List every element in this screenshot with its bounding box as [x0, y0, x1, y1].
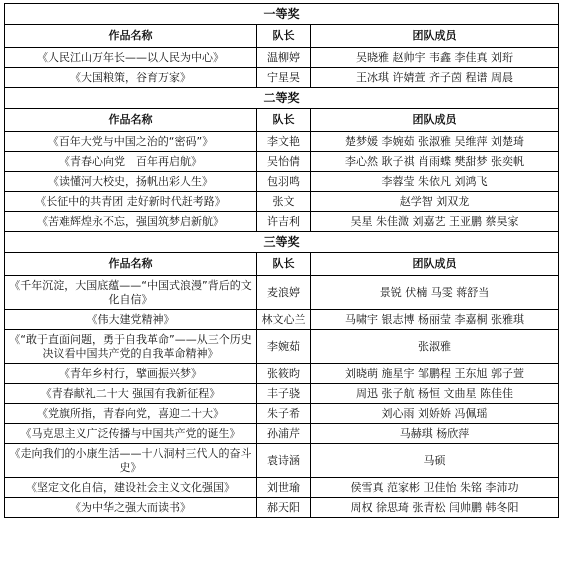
table-row [5, 364, 559, 384]
section-title: 三等奖 [5, 232, 559, 253]
team-leader: 李婉茹 [257, 330, 311, 364]
table-row [5, 212, 559, 232]
work-title: 《走向我们的小康生活——十八洞村三代人的奋斗史》 [5, 444, 257, 478]
work-title: 《苦难辉煌永不忘，强国筑梦启新航》 [5, 212, 257, 232]
table-row [5, 68, 559, 88]
team-members: 吴星 朱佳溦 刘嘉艺 王亚鹏 蔡昊家 [311, 212, 559, 232]
column-header-work: 作品名称 [5, 109, 257, 132]
team-leader: 宁星昊 [257, 68, 311, 88]
team-members: 马硕 [311, 444, 559, 478]
team-members: 景锐 伏楠 马雯 蒋舒当 [311, 276, 559, 310]
table-row [5, 498, 559, 518]
work-title: 《千年沉淀，大国底蕴——“中国式浪漫”背后的文化自信》 [5, 276, 257, 310]
table-row [5, 404, 559, 424]
team-members: 吴晓雅 赵帅宇 韦鑫 李佳真 刘珩 [311, 48, 559, 68]
team-leader: 许吉利 [257, 212, 311, 232]
team-leader: 孙浦芹 [257, 424, 311, 444]
team-leader: 朱子希 [257, 404, 311, 424]
team-members: 侯雪真 范家彬 卫佳怡 朱铭 李沛功 [311, 478, 559, 498]
team-members: 周迅 张子航 杨恒 文曲星 陈佳佳 [311, 384, 559, 404]
column-header-work: 作品名称 [5, 253, 257, 276]
team-members: 赵学智 刘双龙 [311, 192, 559, 212]
work-title: 《党旗所指，青春向党，喜迎二十大》 [5, 404, 257, 424]
work-title: 《伟大建党精神》 [5, 310, 257, 330]
team-members: 周权 徐思琦 张青松 闫帅鹏 韩冬阳 [311, 498, 559, 518]
column-header-row [5, 25, 559, 48]
team-leader: 温柳婷 [257, 48, 311, 68]
team-members: 刘心雨 刘娇娇 冯佩瑶 [311, 404, 559, 424]
table-row [5, 172, 559, 192]
work-title: 《长征中的共青团 走好新时代赶考路》 [5, 192, 257, 212]
team-members: 马赫琪 杨欣萍 [311, 424, 559, 444]
team-leader: 袁诗涵 [257, 444, 311, 478]
column-header-row [5, 253, 559, 276]
section-title: 一等奖 [5, 4, 559, 25]
table-row [5, 478, 559, 498]
table-row [5, 48, 559, 68]
work-title: 《马克思主义广泛传播与中国共产党的诞生》 [5, 424, 257, 444]
section-title: 二等奖 [5, 88, 559, 109]
column-header-leader: 队长 [257, 109, 311, 132]
work-title: 《“敢于直面问题，勇于自我革命”——从三个历史决议看中国共产党的自我革命精神》 [5, 330, 257, 364]
column-header-members: 团队成员 [311, 109, 559, 132]
section-header-first-prize [5, 4, 559, 25]
team-members: 楚梦媛 李婉茹 张淑雅 吴维萍 刘楚琦 [311, 132, 559, 152]
team-leader: 刘世瑜 [257, 478, 311, 498]
table-row [5, 276, 559, 310]
work-title: 《青春心向党 百年再启航》 [5, 152, 257, 172]
awards-table [4, 3, 559, 518]
column-header-members: 团队成员 [311, 25, 559, 48]
team-members: 马啸宇 银志博 杨丽莹 李嘉桐 张雅琪 [311, 310, 559, 330]
team-members: 李心然 耿子祺 肖雨蝶 樊甜梦 张奕帆 [311, 152, 559, 172]
work-title: 《读懂河大校史，扬帆出彩人生》 [5, 172, 257, 192]
table-row [5, 330, 559, 364]
work-title: 《大国粮策，谷育万家》 [5, 68, 257, 88]
work-title: 《坚定文化自信，建设社会主义文化强国》 [5, 478, 257, 498]
table-row [5, 384, 559, 404]
section-header-third-prize [5, 232, 559, 253]
work-title: 《百年大党与中国之治的“密码”》 [5, 132, 257, 152]
team-leader: 林文心兰 [257, 310, 311, 330]
team-leader: 吴怡倩 [257, 152, 311, 172]
team-leader: 麦浪婷 [257, 276, 311, 310]
table-row [5, 310, 559, 330]
work-title: 《为中华之强大而读书》 [5, 498, 257, 518]
work-title: 《青年乡村行，擘画振兴梦》 [5, 364, 257, 384]
column-header-leader: 队长 [257, 253, 311, 276]
team-leader: 张文 [257, 192, 311, 212]
team-leader: 张筱昀 [257, 364, 311, 384]
team-members: 张淑雅 [311, 330, 559, 364]
awards-table-container [4, 3, 558, 518]
work-title: 《人民江山万年长——以人民为中心》 [5, 48, 257, 68]
table-row [5, 444, 559, 478]
table-row [5, 152, 559, 172]
team-members: 王冰琪 许婧萱 齐子茵 程谱 周晨 [311, 68, 559, 88]
team-leader: 李文艳 [257, 132, 311, 152]
team-leader: 丰子骁 [257, 384, 311, 404]
column-header-leader: 队长 [257, 25, 311, 48]
team-leader: 郝天阳 [257, 498, 311, 518]
column-header-work: 作品名称 [5, 25, 257, 48]
team-members: 李蓉莹 朱依凡 刘鸿飞 [311, 172, 559, 192]
table-row [5, 132, 559, 152]
work-title: 《青春献礼二十大 强国有我新征程》 [5, 384, 257, 404]
section-header-second-prize [5, 88, 559, 109]
team-members: 刘晓萌 施星宇 邹鹏程 王东旭 郭子萱 [311, 364, 559, 384]
column-header-row [5, 109, 559, 132]
column-header-members: 团队成员 [311, 253, 559, 276]
team-leader: 包羽鸣 [257, 172, 311, 192]
table-row [5, 424, 559, 444]
table-row [5, 192, 559, 212]
